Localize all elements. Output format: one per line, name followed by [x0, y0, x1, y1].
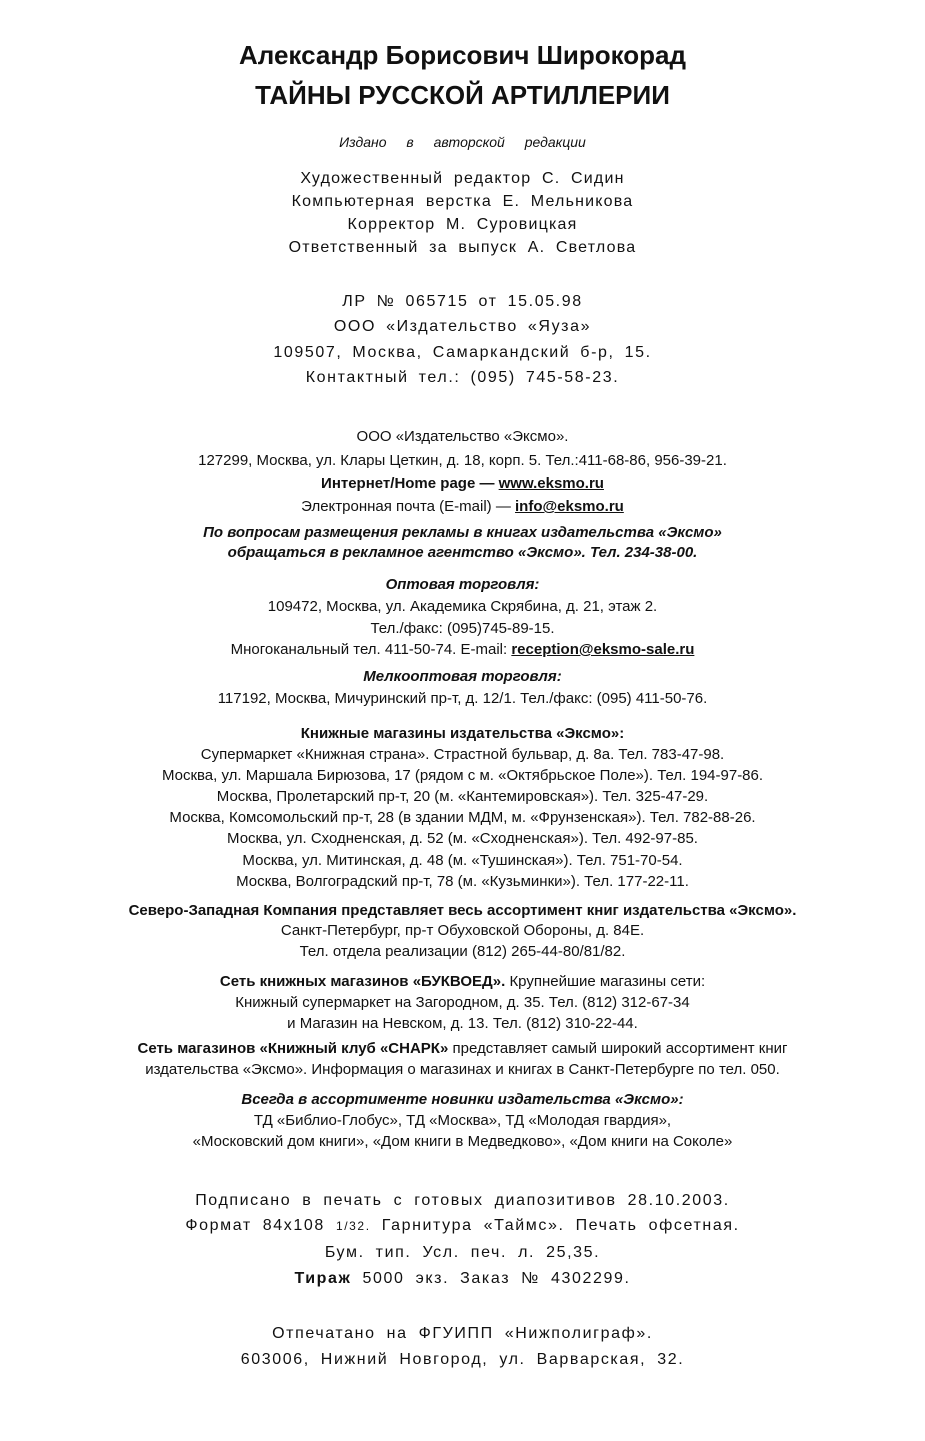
book-author: Александр Борисович Широкорад [239, 40, 686, 70]
ads-line-1: По вопросам размещения рекламы в книгах издательства «Эксмо» [203, 524, 722, 541]
edition-note: Издано в авторской редакции [339, 134, 586, 150]
format-line [20, 1217, 905, 1235]
store-item: Москва, Волгоградский пр-т, 78 (м. «Кузьминки»). Тел. 177-22-11. [236, 873, 689, 890]
eksmo-name: ООО «Издательство «Эксмо». [356, 428, 569, 445]
snark-title: Сеть магазинов «Книжный клуб «СНАРК» [137, 1040, 449, 1057]
always-stores-1: ТД «Библио-Глобус», ТД «Москва», ТД «Молодая гвардия», [253, 1112, 672, 1129]
book-title: ТАЙНЫ РУССКОЙ АРТИЛЛЕРИИ [255, 80, 670, 110]
bukvoed-subtitle: Крупнейшие магазины сети: [509, 973, 706, 990]
format-fraction: 1/32. [335, 1219, 371, 1233]
internet-label: Интернет/Home page — [321, 475, 495, 492]
publisher-address: 109507, Москва, Самаркандский б-р, 15. [273, 344, 652, 361]
small-wholesale-address: 117192, Москва, Мичуринский пр-т, д. 12/1. Тел./факс: (095) 411-50-76. [217, 690, 708, 707]
store-item: Москва, ул. Маршала Бирюзова, 17 (рядом с м. «Октябрьское Поле»). Тел. 194-97-86. [161, 767, 764, 784]
credit-art-editor: Художественный редактор С. Сидин [300, 170, 625, 187]
email-label: Электронная почта (E-mail) — [301, 498, 511, 515]
print-run-value: 5000 экз. Заказ № 4302299. [362, 1270, 631, 1287]
always-heading: Всегда в ассортименте новинки издательства «Эксмо»: [241, 1091, 684, 1108]
stores-heading: Книжные магазины издательства «Эксмо»: [300, 725, 625, 742]
typeface-line: Гарнитура «Таймс». Печать офсетная. [381, 1217, 740, 1234]
publisher-name: ООО «Издательство «Яуза» [333, 318, 592, 335]
print-run-label: Тираж [294, 1270, 352, 1287]
credit-layout: Компьютерная верстка Е. Мельникова [291, 193, 634, 210]
format-label: Формат 84х108 [185, 1217, 325, 1234]
always-stores-2: «Московский дом книги», «Дом книги в Медведково», «Дом книги на Соколе» [192, 1133, 733, 1150]
northwest-address: Санкт-Петербург, пр-т Обуховской Обороны, д. 84Е. [280, 922, 645, 939]
northwest-phone: Тел. отдела реализации (812) 265-44-80/81/82. [299, 943, 626, 960]
store-item: Супермаркет «Книжная страна». Страстной бульвар, д. 8а. Тел. 783-47-98. [200, 746, 725, 763]
eksmo-address: 127299, Москва, ул. Клары Цеткин, д. 18, корп. 5. Тел.:411-68-86, 956-39-21. [198, 452, 727, 469]
bukvoed-store-2: и Магазин на Невском, д. 13. Тел. (812) 310-22-44. [287, 1015, 638, 1032]
wholesale-phone [20, 641, 905, 658]
license-line: ЛР № 065715 от 15.05.98 [342, 293, 583, 310]
printer-address: 603006, Нижний Новгород, ул. Варварская, 32. [240, 1351, 685, 1368]
print-run-line [20, 1270, 905, 1288]
eksmo-website-link[interactable]: www.eksmo.ru [498, 475, 604, 492]
northwest-heading: Северо-Западная Компания представляет весь ассортимент книг издательства «Эксмо». [128, 902, 797, 919]
store-item: Москва, Комсомольский пр-т, 28 (в здании МДМ, м. «Фрунзенская»). Тел. 782-88-26. [169, 809, 756, 826]
wholesale-heading: Оптовая торговля: [385, 576, 540, 593]
bukvoed-store-1: Книжный супермаркет на Загородном, д. 35. Тел. (812) 312-67-34 [235, 994, 690, 1011]
snark-info: издательства «Эксмо». Информация о магазинах и книгах в Санкт-Петербурге по тел. 050. [145, 1061, 780, 1078]
small-wholesale-heading: Мелкооптовая торговля: [363, 668, 562, 685]
store-item: Москва, ул. Митинская, д. 48 (м. «Тушинская»). Тел. 751-70-54. [242, 852, 683, 869]
bukvoed-title: Сеть книжных магазинов «БУКВОЕД». [219, 973, 506, 990]
ads-line-2: обращаться в рекламное агентство «Эксмо». Тел. 234-38-00. [227, 544, 698, 561]
credit-responsible: Ответственный за выпуск А. Светлова [288, 239, 637, 256]
snark-heading [20, 1040, 905, 1057]
wholesale-address: 109472, Москва, ул. Академика Скрябина, д. 21, этаж 2. [267, 598, 658, 615]
wholesale-fax: Тел./факс: (095)745-89-15. [370, 620, 555, 637]
eksmo-email [20, 498, 905, 515]
eksmo-internet [20, 475, 905, 492]
signed-to-print: Подписано в печать с готовых диапозитивов 28.10.2003. [195, 1192, 730, 1209]
publisher-phone: Контактный тел.: (095) 745-58-23. [305, 369, 620, 386]
store-item: Москва, ул. Сходненская, д. 52 (м. «Сходненская»). Тел. 492-97-85. [227, 830, 698, 847]
wholesale-phone-label: Многоканальный тел. 411-50-74. E-mail: [230, 641, 508, 658]
wholesale-email-link[interactable]: reception@eksmo-sale.ru [511, 641, 695, 658]
store-item: Москва, Пролетарский пр-т, 20 (м. «Кантемировская»). Тел. 325-47-29. [216, 788, 709, 805]
eksmo-email-link[interactable]: info@eksmo.ru [515, 498, 624, 515]
bukvoed-heading [20, 973, 905, 990]
credit-proofreader: Корректор М. Суровицкая [347, 216, 578, 233]
printed-at-line: Отпечатано на ФГУИПП «Нижполиграф». [272, 1325, 653, 1342]
snark-subtitle: представляет самый широкий ассортимент книг [452, 1040, 788, 1057]
paper-line: Бум. тип. Усл. печ. л. 25,35. [324, 1244, 601, 1261]
